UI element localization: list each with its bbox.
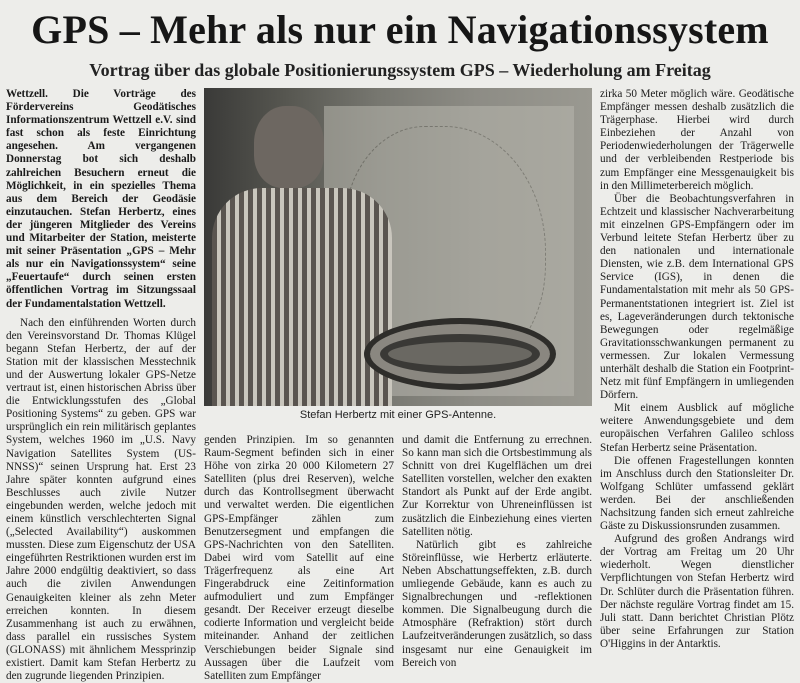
article-paragraph: Natürlich gibt es zahlreiche Störeinflüsse, wie Herbertz erläuterte. Neben Abschattungseffekten, z.B. durch umliegende Gebäude, kann es auch zu Signalbrechungen und -reflektionen kommen. Die Signalbeugung durch die Atmosphäre (Refraktion) stört durch Laufzeitveränderungen zusätzlich, so dass insgesamt nur eine Genauigkeit im Bereich von	[402, 538, 592, 669]
article-paragraph: Über die Beobachtungsverfahren in Echtzeit und klassischer Nachverarbeitung mit einzelnen GPS-Empfängern oder im Verbund leitete Stefan Herbertz über zu den nationalen und internationale Diensten, wie z.B. dem International GPS Service (IGS), in denen die Fundamentalstation mit mehr als 50 GPS-Permanentstationen integriert ist. Ziel ist es, Lageveränderungen durch tektonische Bewegungen oder regelmäßige Gravitationsschwankungen permanent zu vermessen. Zur lokalen Vermessung unterhält deshalb die Station ein Footprint-Netz mit fünf Empfängern in umliegenden Dörfern.	[600, 192, 794, 402]
lead-paragraph	[6, 88, 196, 311]
article-paragraph: genden Prinzipien. Im so genannten Raum-Segment befinden sich in einer Höhe von zirka 20 000 Kilometern 27 Satelliten (plus drei Reserven), welche durch das Kontrollsegment überwacht und verwaltet werden. Die eigentlichen GPS-Empfänger zählen zum Benutzersegment und empfangen die GPS-Nachrichten von den Satelliten. Dabei wird vom Satellit auf eine Trägerfrequenz als eine Art Fingerabdruck eine Zeitinformation aufmoduliert und zum Empfänger gesandt. Der Receiver erzeugt dieselbe codierte Information und vergleicht beide miteinander. Anhand der zeitlichen Verschiebungen beider Signale sind Aussagen über die Laufzeit vom Satelliten zum Empfänger	[204, 434, 394, 682]
article-column-1	[6, 88, 196, 683]
article-paragraph: Nach den einführenden Worten durch den Vereinsvorstand Dr. Thomas Klügel begann Stefan Herbertz, der auf der Station mit der klassischen Messtechnik und der Auswertung lokaler GPS-Netze vertraut ist, einen historischen Abriss über die Entwicklungsstufen des „Global Positioning Systems“ zu geben. GPS war ursprünglich ein rein militärisch geplantes System, welches 1960 im „U.S. Navy Navigation Satellites System (US-NNSS)“ seinen Ursprung hat. Erst 23 Jahre später konnten aufgrund eines Beschlusses auch zivile Nutzer eingebunden werden, welche jedoch mit einem künstlich verschlechterten Signal („Selected Availability“) auskommen mussten. Diese zum Eigenschutz der USA eingeführten Restriktionen wurden erst im Jahre 2000 endgültig deaktiviert, so dass auch die zivilen Anwendungen Genauigkeiten kleiner als zehn Meter erreichen konnten. In diesem Zusammenhang ist auch zu erwähnen, dass parallel ein russisches System (GLONASS) mit ähnlichem Messprinzip existiert. Damit kam Stefan Herbertz zu den zugrunde liegenden Prinzipien.	[6, 316, 196, 683]
person-head	[254, 106, 324, 188]
article-paragraph: Aufgrund des großen Andrangs wird der Vortrag am Freitag um 20 Uhr wiederholt. Wegen dienstlicher Verpflichtungen von Stefan Herbertz wird Dr. Schlüter durch die Präsentation führen. Der nächste reguläre Vortrag findet am 15. Juli statt. Dann berichtet Christian Plötz über seine Erfahrungen zur Station O'Higgins in der Antarktis.	[600, 533, 794, 650]
lead-text: Die Vorträge des Fördervereins Geodätisches Informationszentrum Wettzell e.V. sind fast schon als feste Einrichtung angesehen. Am vergangenen Donnerstag bot sich deshalb zahlreichen Besuchern erneut die Möglichkeit, in ein spezielles Thema aus dem Bereich der Geodäsie einzutauchen. Stefan Herbertz, eines der jüngeren Mitglieder des Vereins und Mitarbeiter der Station, meisterte mit seiner Präsentation „GPS – Mehr als nur ein Navigationssystem“ seine „Feuertaufe“ durch seinen ersten öffentlichen Vortrag im Sitzungssaal der Fundamentalstation Wettzell.	[6, 88, 196, 310]
subheadline: Vortrag über das globale Positionierungssystem GPS – Wiederholung am Freitag	[89, 60, 711, 80]
article-column-3	[402, 434, 592, 670]
photo-caption: Stefan Herbertz mit einer GPS-Antenne.	[299, 409, 497, 421]
article-paragraph: und damit die Entfernung zu errechnen. So kann man sich die Ortsbestimmung als Schnitt von drei Kugelflächen um drei Satelliten vorstellen, welcher den exakten Standort als Punkt auf der Erde angibt. Zur Korrektur von Uhreneinflüssen ist zusätzlich die Einbeziehung eines vierten Satelliten nötig.	[402, 434, 592, 538]
article-paragraph: Mit einem Ausblick auf mögliche weitere Anwendungsgebiete und dem europäischen Verfahren Galileo schloss Stefan Herbertz seine Präsentation.	[600, 402, 794, 454]
headline: GPS – Mehr als nur ein Navigationssystem	[31, 7, 769, 52]
photo-gps-antenna	[204, 88, 592, 406]
article-paragraph: Die offenen Fragestellungen konnten im Anschluss durch den Stationsleiter Dr. Wolfgang Schlüter umfassend geklärt werden. Bei der anschließenden Nachsitzung fanden sich erneut zahlreiche Gäste zu Diskussionsrunden zusammen.	[600, 454, 794, 533]
gps-antenna	[364, 318, 556, 390]
article-paragraph: zirka 50 Meter möglich wäre. Geodätische Empfänger messen deshalb zusätzlich die Trägerphase. Hierbei wird durch Einbeziehen der Anzahl von Periodenwiederholungen der Trägerwelle und der verbleibenden Restperiode bis zum Empfänger eine Messgenauigkeit bis in den Millimeterbereich möglich.	[600, 88, 794, 192]
dateline: Wettzell.	[6, 88, 48, 100]
article-column-2	[204, 434, 394, 682]
person-shirt	[212, 188, 392, 406]
article-column-4	[600, 88, 794, 670]
